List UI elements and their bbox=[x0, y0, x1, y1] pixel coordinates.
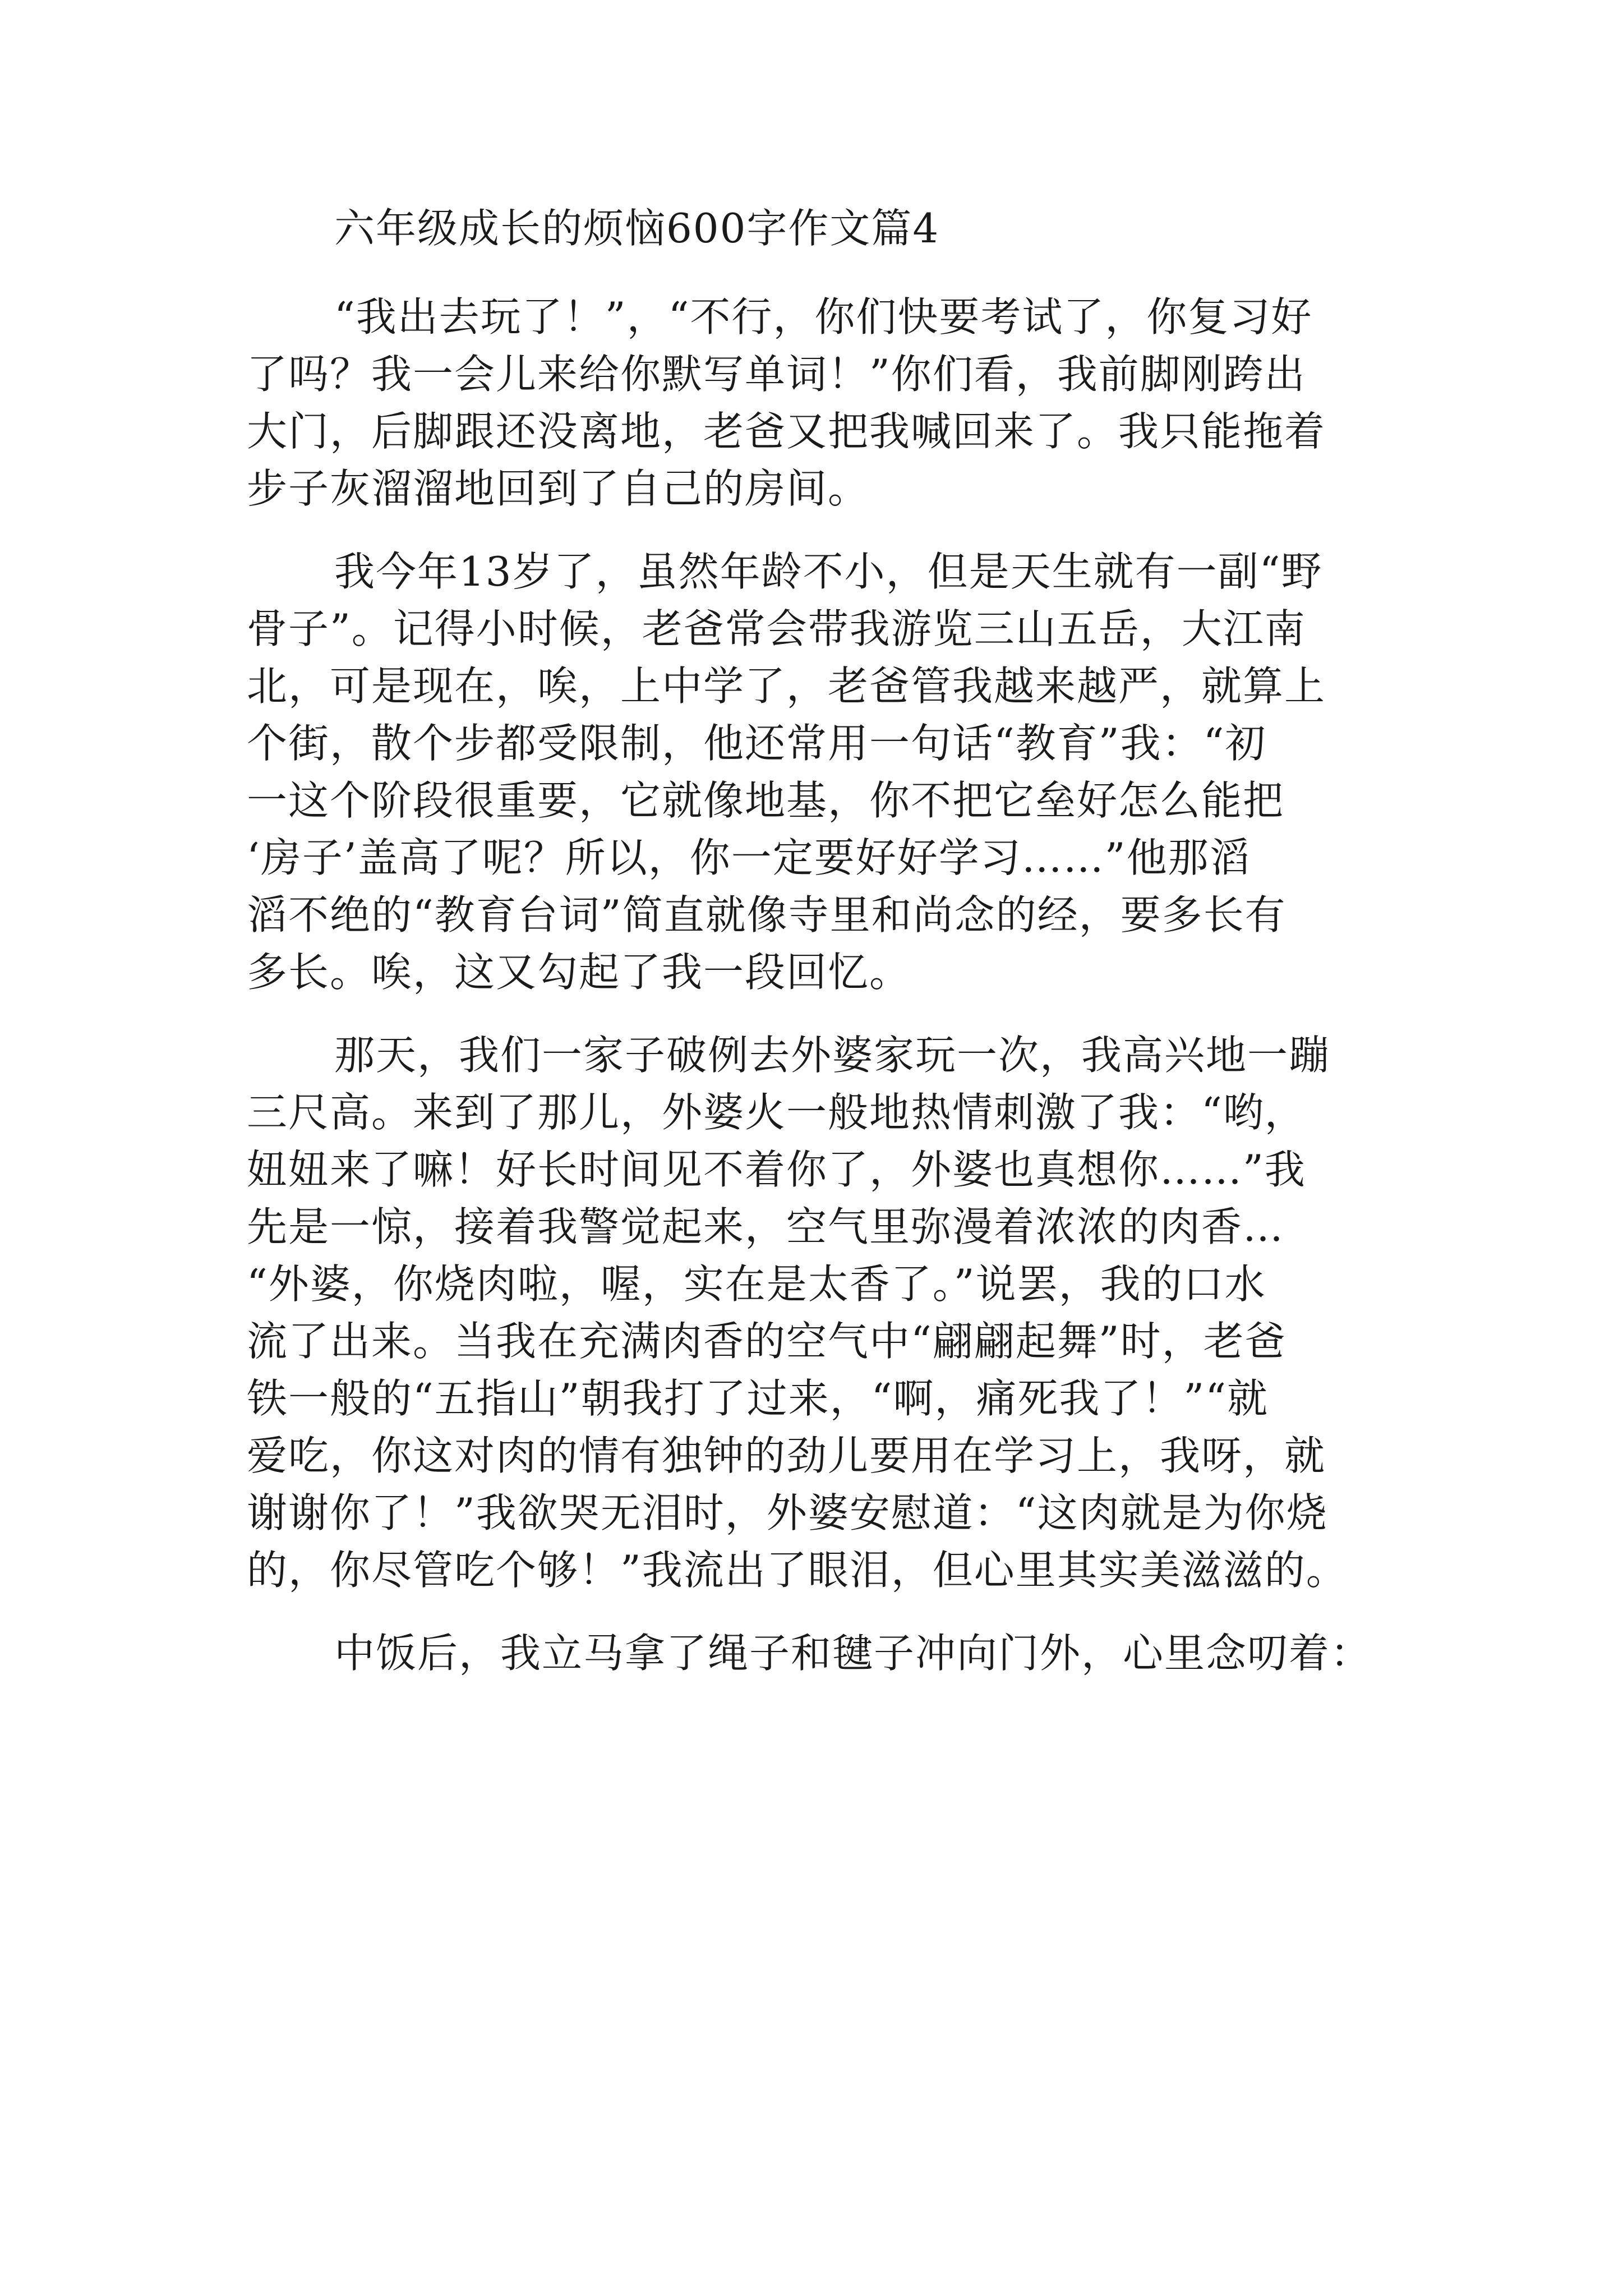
paragraph-line: 那天，我们一家子破例去外婆家玩一次，我高兴地一蹦 bbox=[334, 1032, 1331, 1079]
paragraph-line: 中饭后，我立马拿了绳子和毽子冲向门外，心里念叨着： bbox=[334, 1630, 1372, 1677]
paragraph-line: 的，你尽管吃个够！”我流出了眼泪，但心里其实美滋滋的。 bbox=[247, 1547, 1348, 1594]
paragraph-line: 铁一般的“五指山”朝我打了过来，“啊，痛死我了！”“就 bbox=[247, 1375, 1269, 1422]
paragraph-line: 步子灰溜溜地回到了自己的房间。 bbox=[247, 465, 870, 512]
paragraph-line: “我出去玩了！”，“不行，你们快要考试了，你复习好 bbox=[334, 293, 1313, 341]
paragraph-line: 一这个阶段很重要，它就像地基，你不把它垒好怎么能把 bbox=[247, 777, 1285, 824]
paragraph-line: 了吗？我一会儿来给你默写单词！”你们看，我前脚刚跨出 bbox=[247, 351, 1306, 398]
document-title: 六年级成长的烦恼600字作文篇4 bbox=[334, 205, 940, 252]
paragraph-line: “外婆，你烧肉啦，喔，实在是太香了。”说罢，我的口水 bbox=[247, 1260, 1266, 1308]
paragraph-line: 北，可是现在，唉，上中学了，老爸管我越来越严，就算上 bbox=[247, 662, 1326, 710]
paragraph-line: 个街，散个步都受限制，他还常用一句话“教育”我：“初 bbox=[247, 720, 1267, 767]
paragraph-line: 流了出来。当我在充满肉香的空气中“翩翩起舞”时，老爸 bbox=[247, 1318, 1287, 1365]
paragraph-line: 滔不绝的“教育台词”简直就像寺里和尚念的经，要多长有 bbox=[247, 891, 1287, 938]
paragraph-line: 爱吃，你这对肉的情有独钟的劲儿要用在学习上，我呀，就 bbox=[247, 1432, 1326, 1479]
paragraph-line: 多长。唉，这又勾起了我一段回忆。 bbox=[247, 949, 911, 996]
paragraph-line: 妞妞来了嘛！好长时间见不着你了，外婆也真想你……”我 bbox=[247, 1146, 1306, 1193]
paragraph-line: ‘房子’盖高了呢？所以，你一定要好好学习……”他那滔 bbox=[247, 834, 1251, 881]
paragraph-line: 三尺高。来到了那儿，外婆火一般地热情刺激了我：“哟， bbox=[247, 1089, 1306, 1136]
paragraph-line: 大门，后脚跟还没离地，老爸又把我喊回来了。我只能拖着 bbox=[247, 408, 1326, 455]
paragraph-line: 我今年13岁了，虽然年龄不小，但是天生就有一副“野 bbox=[334, 548, 1323, 595]
paragraph-line: 先是一惊，接着我警觉起来，空气里弥漫着浓浓的肉香… bbox=[247, 1203, 1285, 1250]
paragraph-line: 谢谢你了！”我欲哭无泪时，外婆安慰道：“这肉就是为你烧 bbox=[247, 1489, 1328, 1536]
paragraph-line: 骨子”。记得小时候，老爸常会带我游览三山五岳，大江南 bbox=[247, 605, 1306, 652]
